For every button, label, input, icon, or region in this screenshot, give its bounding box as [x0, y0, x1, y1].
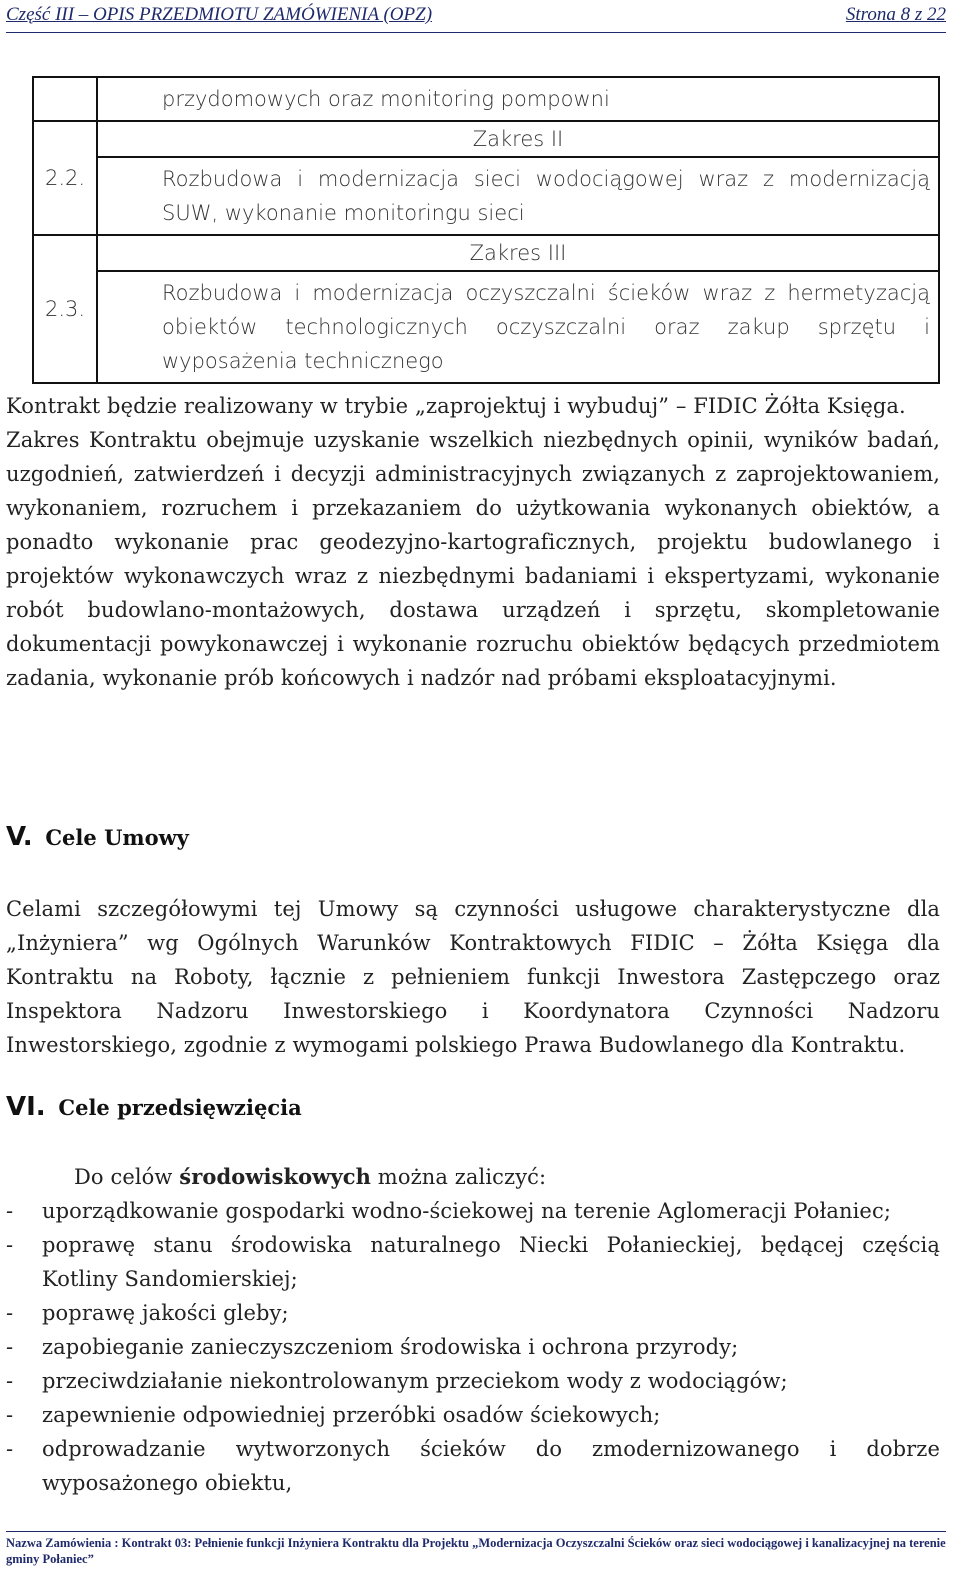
header-divider — [6, 32, 946, 33]
list-item: - poprawę jakości gleby; — [6, 1296, 940, 1330]
section-number: VI. — [6, 1092, 46, 1122]
table-cell-text: Rozbudowa i modernizacja sieci wodociągowej wraz z modernizacją SUW, wykonanie monitoringu sieci — [97, 157, 939, 235]
header-document-part: Część III – OPIS PRZEDMIOTU ZAMÓWIENIA (OPZ) — [6, 4, 433, 25]
contract-mode-paragraph: Kontrakt będzie realizowany w trybie „zaprojektuj i wybuduj” – FIDIC Żółta Księga. — [6, 394, 906, 418]
list-item: - poprawę stanu środowiska naturalnego Niecki Połanieckiej, będącej częścią Kotliny Sandomierskiej; — [6, 1228, 940, 1296]
list-item: - zapobieganie zanieczyszczeniom środowiska i ochrona przyrody; — [6, 1330, 940, 1364]
objectives-list — [6, 1194, 940, 1500]
section-title: Cele przedsięwzięcia — [58, 1095, 302, 1120]
table-cell-text: przydomowych oraz monitoring pompowni — [97, 77, 939, 121]
page-header — [6, 4, 946, 30]
table-cell-num: 2.2. — [33, 121, 97, 235]
list-item: - odprowadzanie wytworzonych ścieków do zmodernizowanego i dobrze wyposażonego obiektu, — [6, 1432, 940, 1500]
zakres-heading: Zakres III — [97, 235, 939, 271]
table-cell-num — [33, 77, 97, 121]
table-row — [33, 77, 939, 121]
zakres-heading: Zakres II — [97, 121, 939, 157]
section-5-body — [6, 892, 940, 1062]
contract-scope-paragraph: Zakres Kontraktu obejmuje uzyskanie wszelkich niezbędnych opinii, wyników badań, uzgodnień, zatwierdzeń i decyzji administracyjnych związanych z zaprojektowaniem, wykonaniem, rozruchem i przekazaniem do użytkowania wykonanych obiektów, a ponadto wykonanie prac geodezyjno-kartograficznych, projektu budowlanego i projektów wykonawczych wraz z niezbędnymi badaniami i ekspertyzami, wykonanie robót budowlano-montażowych, dostawa urządzeń i sprzętu, skompletowanie dokumentacji powykonawczej i wykonanie rozruchu obiektów będących przedmiotem zadania, wykonanie prób końcowych i nadzór nad próbami eksploatacyjnymi. — [6, 428, 940, 690]
table-row — [33, 157, 939, 235]
table-row — [33, 271, 939, 383]
list-item: - zapewnienie odpowiedniej przeróbki osadów ściekowych; — [6, 1398, 940, 1432]
section-6-heading — [6, 1092, 302, 1122]
scope-table — [32, 76, 940, 384]
section-number: V. — [6, 822, 33, 852]
footer-divider — [6, 1531, 946, 1532]
section-5-heading — [6, 822, 189, 852]
intro-text: Do celów — [74, 1165, 180, 1189]
list-item: - przeciwdziałanie niekontrolowanym przeciekom wody z wodociągów; — [6, 1364, 940, 1398]
table-row — [33, 121, 939, 157]
section-6-intro — [6, 1160, 940, 1194]
table-cell-num: 2.3. — [33, 235, 97, 383]
section-6-body — [6, 1160, 940, 1500]
header-page-number: Strona 8 z 22 — [845, 4, 946, 25]
intro-block — [6, 389, 940, 695]
intro-bold-text: środowiskowych — [179, 1164, 372, 1189]
page-footer: Nazwa Zamówienia : Kontrakt 03: Pełnienie funkcji Inżyniera Kontraktu dla Projektu „Modernizacja Oczyszczalni Ścieków oraz sieci wodociągowej i kanalizacyjnej na terenie gminy Połaniec” — [6, 1536, 946, 1566]
intro-text-end: można zaliczyć: — [371, 1165, 547, 1189]
list-item: - uporządkowanie gospodarki wodno-ściekowej na terenie Aglomeracji Połaniec; — [6, 1194, 940, 1228]
section-5-paragraph: Celami szczegółowymi tej Umowy są czynności usługowe charakterystyczne dla „Inżyniera” wg Ogólnych Warunków Kontraktowych FIDIC – Żółta Księga dla Kontraktu na Roboty, łącznie z pełnieniem funkcji Inwestora Zastępczego oraz Inspektora Nadzoru Inwestorskiego i Koordynatora Czynności Nadzoru Inwestorskiego, zgodnie z wymogami polskiego Prawa Budowlanego dla Kontraktu. — [6, 897, 940, 1057]
section-title: Cele Umowy — [45, 825, 189, 850]
table-cell-text: Rozbudowa i modernizacja oczyszczalni ścieków wraz z hermetyzacją obiektów technologicznych oczyszczalni oraz zakup sprzętu i wyposażenia technicznego — [97, 271, 939, 383]
table-row — [33, 235, 939, 271]
